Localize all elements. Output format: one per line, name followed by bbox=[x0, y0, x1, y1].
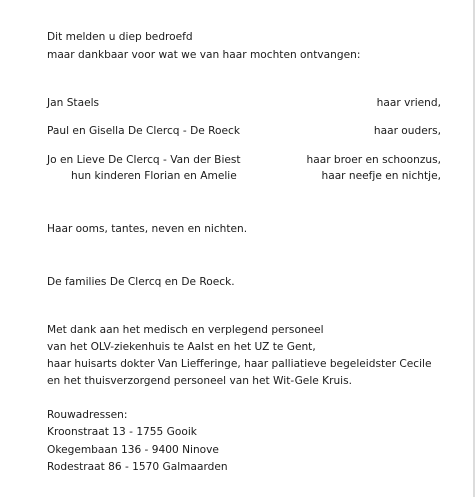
intro-line: maar dankbaar voor wat we van haar mochten ontvangen: bbox=[47, 49, 361, 61]
mourner-relation: haar neefje en nichtje, bbox=[321, 170, 441, 182]
mourner-name: Jan Staels bbox=[47, 97, 100, 109]
thanks-line: Met dank aan het medisch en verplegend personeel bbox=[47, 324, 324, 336]
mourner-name: hun kinderen Florian en Amelie bbox=[71, 170, 237, 182]
address-line: Rodestraat 86 - 1570 Galmaarden bbox=[47, 461, 228, 473]
mourner-name: Paul en Gisella De Clercq - De Roeck bbox=[47, 125, 240, 137]
address-line: Okegembaan 136 - 9400 Ninove bbox=[47, 444, 219, 456]
thanks-line: en het thuisverzorgend personeel van het Wit-Gele Kruis. bbox=[47, 375, 353, 387]
addresses-heading: Rouwadressen: bbox=[47, 409, 128, 421]
address-line: Kroonstraat 13 - 1755 Gooik bbox=[47, 426, 197, 438]
mourner-relation: haar vriend, bbox=[376, 97, 441, 109]
thanks-line: haar huisarts dokter Van Liefferinge, haar palliatieve begeleidster Cecile bbox=[47, 358, 432, 370]
intro-line: Dit melden u diep bedroefd bbox=[47, 31, 193, 43]
families-line: De families De Clercq en De Roeck. bbox=[47, 276, 235, 288]
relatives-line: Haar ooms, tantes, neven en nichten. bbox=[47, 223, 248, 235]
mourner-relation: haar ouders, bbox=[373, 125, 441, 137]
mourner-relation: haar broer en schoonzus, bbox=[306, 154, 441, 166]
thanks-line: van het OLV-ziekenhuis te Aalst en het UZ te Gent, bbox=[47, 341, 316, 353]
mourner-name: Jo en Lieve De Clercq - Van der Biest bbox=[47, 154, 241, 166]
